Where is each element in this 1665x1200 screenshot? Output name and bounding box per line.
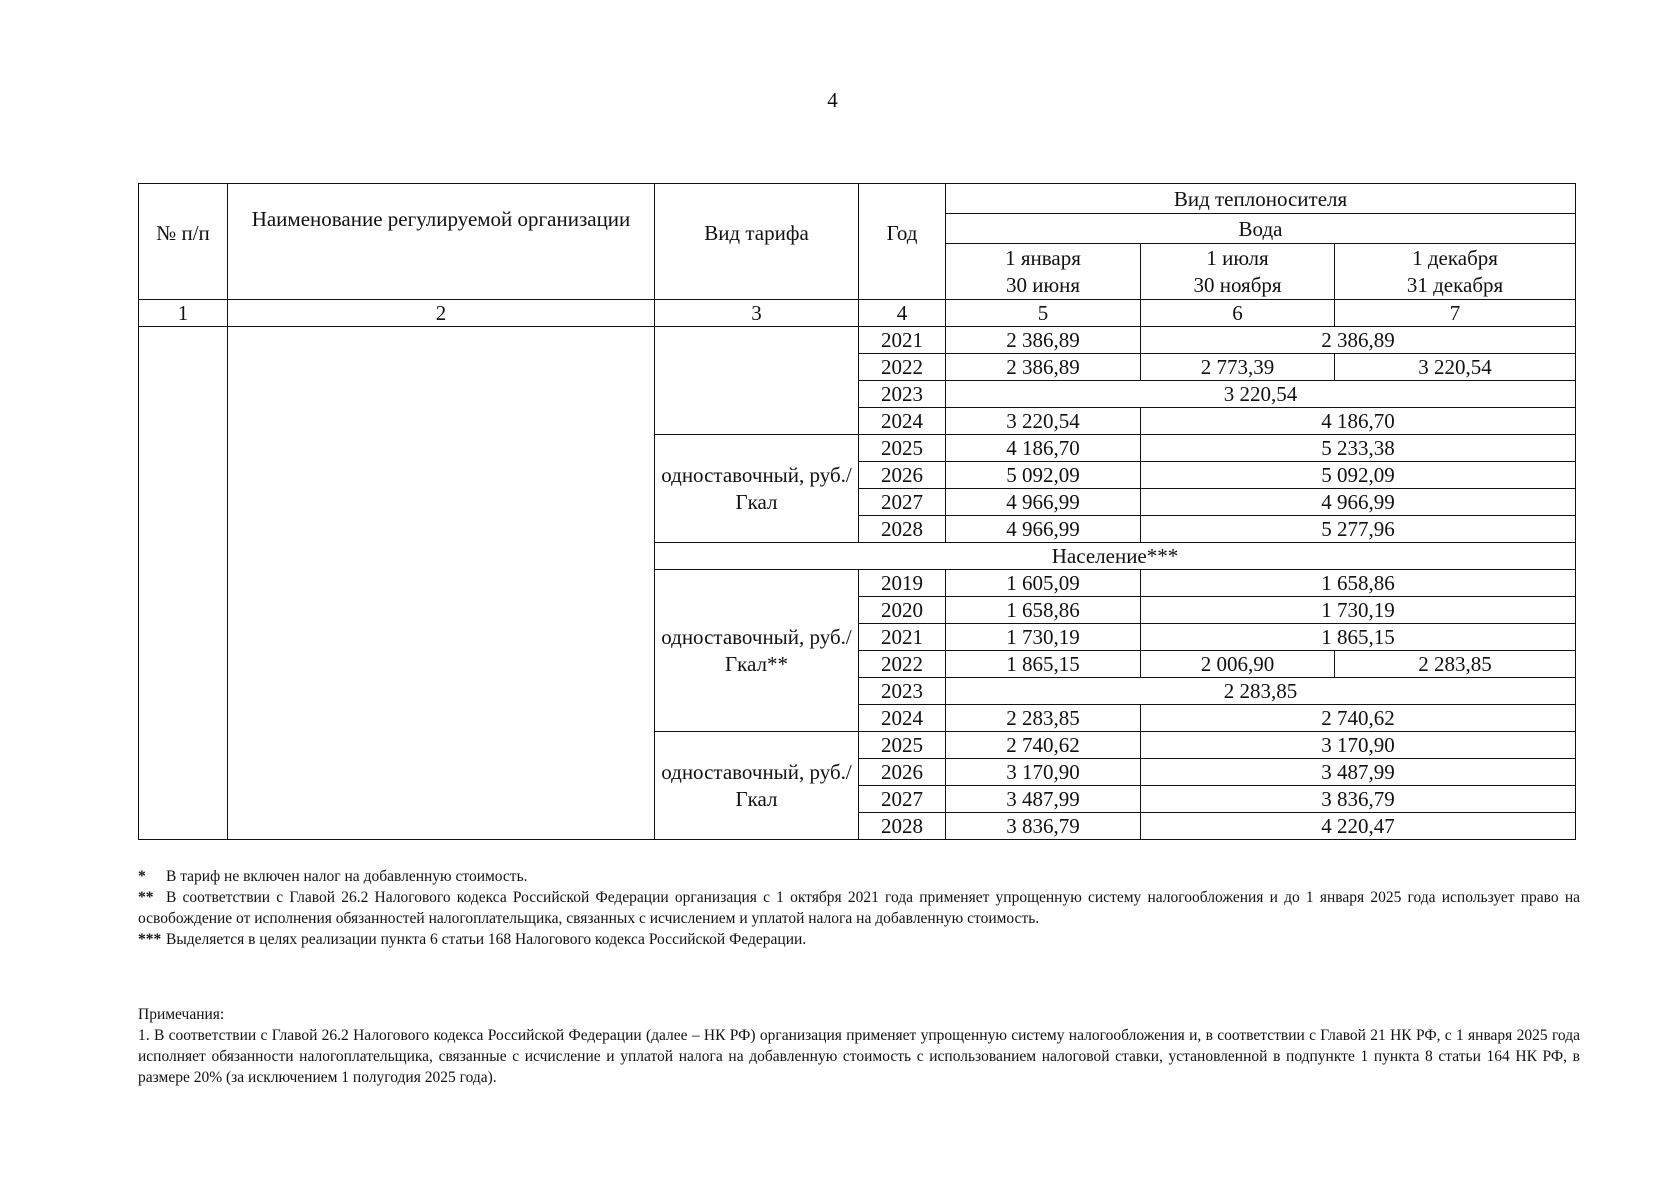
header-year: Год xyxy=(859,184,946,300)
tariff-value-cell: 3 487,99 xyxy=(1141,759,1576,786)
index-cell: 4 xyxy=(859,300,946,327)
year-cell: 2025 xyxy=(859,732,946,759)
organization-cell-empty xyxy=(228,327,655,840)
year-cell: 2023 xyxy=(859,381,946,408)
tariff-value-cell: 3 836,79 xyxy=(946,813,1141,840)
tariff-value-cell: 3 487,99 xyxy=(946,786,1141,813)
tariff-value-cell: 1 658,86 xyxy=(946,597,1141,624)
tariff-value-cell: 2 386,89 xyxy=(1141,327,1576,354)
note-item: 1. В соответствии с Главой 26.2 Налогового кодекса Российской Федерации (далее – НК РФ) организация применяет упрощенную систему налогообложения и, в соответствии с Главой 21 НК РФ, с 1 января 2025 года исполняет обязанности налогоплательщика, связанные с исчисление и уплатой налога на добавленную стоимость с использованием налоговой ставки, установленной в подпункте 1 пункта 8 статьи 164 НК РФ, в размере 20% (за исключением 1 полугодия 2025 года). xyxy=(138,1027,1580,1086)
tariff-value-cell: 2 386,89 xyxy=(946,354,1141,381)
index-cell: 5 xyxy=(946,300,1141,327)
tariff-value-cell: 4 966,99 xyxy=(1141,489,1576,516)
header-tariff-type: Вид тарифа xyxy=(655,184,859,300)
tariff-value-cell: 2 283,85 xyxy=(946,705,1141,732)
tariff-value-cell: 3 220,54 xyxy=(946,408,1141,435)
tariff-value-cell: 2 740,62 xyxy=(946,732,1141,759)
footnote-text: В тариф не включен налог на добавленную стоимость. xyxy=(166,868,528,885)
section-population: Население*** xyxy=(655,543,1576,570)
tariff-value-cell: 2 283,85 xyxy=(946,678,1576,705)
footnote xyxy=(138,929,1580,950)
index-cell: 2 xyxy=(228,300,655,327)
year-cell: 2022 xyxy=(859,651,946,678)
header-organization: Наименование регулируемой организации xyxy=(228,184,655,300)
tariff-value-cell: 2 740,62 xyxy=(1141,705,1576,732)
year-cell: 2028 xyxy=(859,813,946,840)
header-row-1 xyxy=(139,184,1576,214)
tariff-value-cell: 3 170,90 xyxy=(946,759,1141,786)
tariff-type-cell: одноставочный, руб./Гкал xyxy=(655,732,859,840)
year-cell: 2022 xyxy=(859,354,946,381)
tariff-value-cell: 1 865,15 xyxy=(1141,624,1576,651)
index-cell: 1 xyxy=(139,300,228,327)
tariff-value-cell: 1 605,09 xyxy=(946,570,1141,597)
tariff-value-cell: 1 658,86 xyxy=(1141,570,1576,597)
tariff-table xyxy=(138,183,1576,840)
tariff-value-cell: 3 170,90 xyxy=(1141,732,1576,759)
notes-section xyxy=(138,1004,1580,1088)
tariff-value-cell: 4 220,47 xyxy=(1141,813,1576,840)
year-cell: 2023 xyxy=(859,678,946,705)
year-cell: 2021 xyxy=(859,624,946,651)
year-cell: 2026 xyxy=(859,759,946,786)
footnotes xyxy=(138,866,1580,950)
tariff-value-cell: 2 386,89 xyxy=(946,327,1141,354)
table-row xyxy=(139,327,1576,354)
tariff-value-cell: 5 277,96 xyxy=(1141,516,1576,543)
year-cell: 2026 xyxy=(859,462,946,489)
year-cell: 2025 xyxy=(859,435,946,462)
header-period-2: 1 июля 30 ноября xyxy=(1141,244,1335,300)
index-cell: 6 xyxy=(1141,300,1335,327)
tariff-type-cell: одноставочный, руб./Гкал xyxy=(655,435,859,543)
footnote-mark: * xyxy=(138,868,146,885)
footnote xyxy=(138,887,1580,929)
year-cell: 2024 xyxy=(859,705,946,732)
footnote-text: В соответствии с Главой 26.2 Налогового кодекса Российской Федерации организация с 1 октября 2021 года применяет упрощенную систему налогообложения и до 1 января 2025 года использует право на освобождение от исполнения обязанностей налогоплательщика, связанных с исчислением и уплатой налога на добавленную стоимость. xyxy=(138,889,1580,927)
tariff-value-cell: 4 186,70 xyxy=(946,435,1141,462)
tariff-value-cell: 3 220,54 xyxy=(946,381,1576,408)
num-cell-empty xyxy=(139,327,228,840)
tariff-value-cell: 2 006,90 xyxy=(1141,651,1335,678)
tariff-value-cell: 2 283,85 xyxy=(1335,651,1576,678)
tariff-type-cell-empty xyxy=(655,327,859,435)
tariff-value-cell: 1 730,19 xyxy=(946,624,1141,651)
year-cell: 2019 xyxy=(859,570,946,597)
tariff-value-cell: 3 836,79 xyxy=(1141,786,1576,813)
header-num: № п/п xyxy=(139,184,228,300)
year-cell: 2028 xyxy=(859,516,946,543)
header-heat-carrier: Вид теплоносителя xyxy=(946,184,1576,214)
tariff-type-cell: одноставочный, руб./Гкал** xyxy=(655,570,859,732)
index-cell: 3 xyxy=(655,300,859,327)
footnote-mark: ** xyxy=(138,889,154,906)
tariff-value-cell: 5 092,09 xyxy=(946,462,1141,489)
tariff-value-cell: 4 966,99 xyxy=(946,489,1141,516)
page-number: 4 xyxy=(827,88,838,112)
tariff-value-cell: 1 865,15 xyxy=(946,651,1141,678)
tariff-value-cell: 1 730,19 xyxy=(1141,597,1576,624)
index-row xyxy=(139,300,1576,327)
tariff-value-cell: 5 233,38 xyxy=(1141,435,1576,462)
footnote-text: Выделяется в целях реализации пункта 6 статьи 168 Налогового кодекса Российской Федерации. xyxy=(166,931,807,948)
header-period-3: 1 декабря 31 декабря xyxy=(1335,244,1576,300)
year-cell: 2024 xyxy=(859,408,946,435)
year-cell: 2021 xyxy=(859,327,946,354)
tariff-value-cell: 3 220,54 xyxy=(1335,354,1576,381)
year-cell: 2020 xyxy=(859,597,946,624)
tariff-value-cell: 5 092,09 xyxy=(1141,462,1576,489)
tariff-value-cell: 2 773,39 xyxy=(1141,354,1335,381)
footnote-mark: *** xyxy=(138,931,162,948)
tariff-value-cell: 4 966,99 xyxy=(946,516,1141,543)
header-period-1: 1 января 30 июня xyxy=(946,244,1141,300)
notes-items xyxy=(138,1025,1580,1088)
year-cell: 2027 xyxy=(859,786,946,813)
header-water: Вода xyxy=(946,214,1576,244)
index-cell: 7 xyxy=(1335,300,1576,327)
notes-title: Примечания: xyxy=(138,1006,225,1023)
year-cell: 2027 xyxy=(859,489,946,516)
footnote xyxy=(138,866,1580,887)
tariff-value-cell: 4 186,70 xyxy=(1141,408,1576,435)
